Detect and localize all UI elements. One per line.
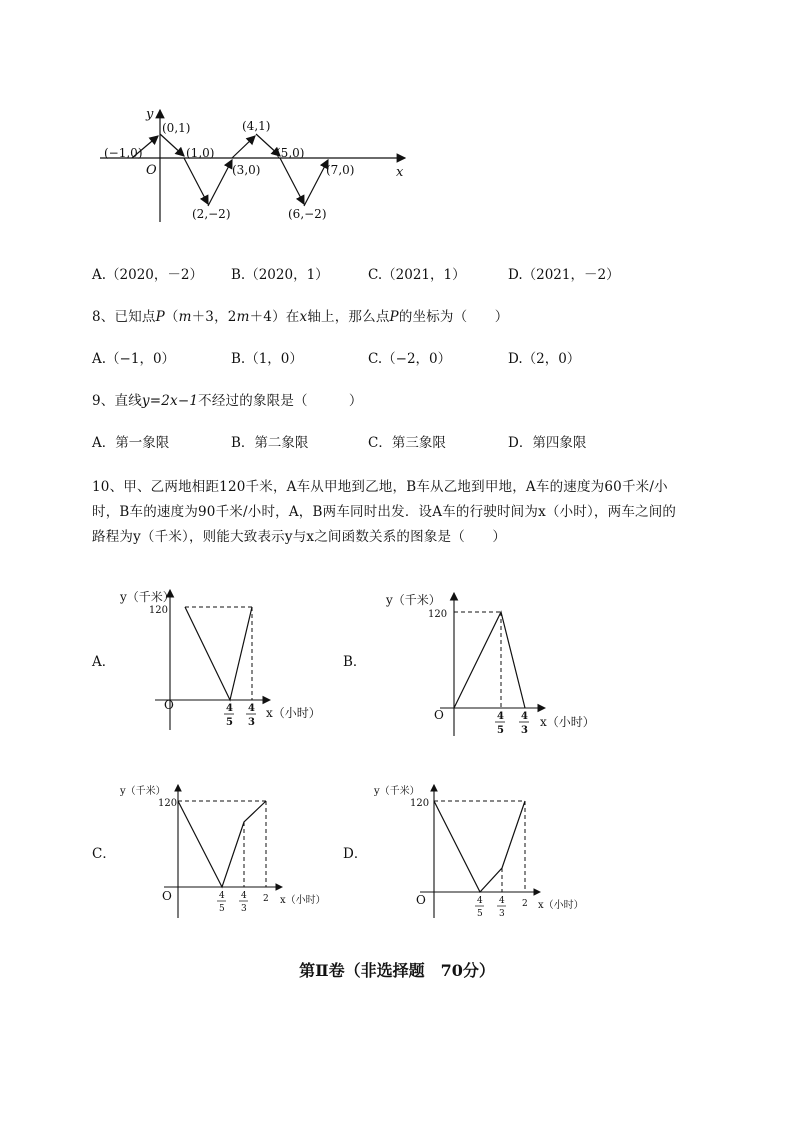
graph-label-c: C． xyxy=(92,846,116,862)
svg-text:y（千米）: y（千米） xyxy=(386,593,441,607)
svg-text:2: 2 xyxy=(263,894,269,904)
graph-b xyxy=(380,588,610,740)
point-label: (5,0) xyxy=(276,146,305,160)
q8-option-b: B.（1，0） xyxy=(231,351,303,367)
graph-d xyxy=(370,780,590,920)
graph-a xyxy=(110,585,330,735)
svg-text:4: 4 xyxy=(497,711,504,722)
svg-text:4: 4 xyxy=(248,703,255,714)
origin-label: O xyxy=(146,163,157,178)
svg-text:4: 4 xyxy=(241,891,247,901)
svg-text:O: O xyxy=(164,698,174,712)
svg-text:5: 5 xyxy=(497,725,504,736)
svg-text:3: 3 xyxy=(521,725,528,736)
graph-label-a: A． xyxy=(92,654,116,670)
graph-label-b: B． xyxy=(343,654,367,670)
point-label: (2,−2) xyxy=(192,207,231,221)
q10-line-1: 10、甲、乙两地相距120千米，A车从甲地到乙地，B车从乙地到甲地，A车的速度为60千米/小 xyxy=(92,479,668,495)
graph-label-d: D． xyxy=(343,846,368,862)
svg-text:120: 120 xyxy=(148,605,168,616)
q10-line-2: 时，B车的速度为90千米/小时，A，B两车同时出发．设A车的行驶时间为x（小时），两车之间的 xyxy=(92,504,677,520)
svg-text:4: 4 xyxy=(521,711,528,722)
svg-text:y（千米）: y（千米） xyxy=(120,590,175,604)
q9-option-c: C．第三象限 xyxy=(368,435,446,451)
q8-option-d: D.（2，0） xyxy=(508,351,581,367)
svg-text:4: 4 xyxy=(477,896,483,906)
svg-text:120: 120 xyxy=(410,798,430,809)
q7-option-b: B.（2020，1） xyxy=(231,267,329,283)
svg-text:5: 5 xyxy=(477,909,483,919)
svg-text:4: 4 xyxy=(499,896,505,906)
point-label: (6,−2) xyxy=(288,207,327,221)
svg-text:3: 3 xyxy=(499,909,505,919)
point-label: (0,1) xyxy=(162,121,191,135)
point-label: (7,0) xyxy=(326,163,355,177)
zigzag-figure xyxy=(90,100,420,230)
q8-option-a: A.（−1，0） xyxy=(92,351,176,367)
q8-option-c: C.（−2，0） xyxy=(368,351,452,367)
point-label: (1,0) xyxy=(186,146,215,160)
q7-option-c: C.（2021，1） xyxy=(368,267,466,283)
svg-text:x（小时）: x（小时） xyxy=(280,895,326,906)
svg-text:5: 5 xyxy=(219,904,225,914)
svg-text:4: 4 xyxy=(226,703,233,714)
svg-text:3: 3 xyxy=(241,904,247,914)
svg-text:y（千米）: y（千米） xyxy=(374,786,420,797)
svg-text:3: 3 xyxy=(248,717,255,728)
q9-option-b: B．第二象限 xyxy=(231,435,309,451)
section-title: 第Ⅱ卷（非选择题 70分） xyxy=(299,961,495,980)
q8-question: 8、已知点P（m＋3，2m＋4）在x轴上，那么点P的坐标为（ ） xyxy=(92,309,509,325)
svg-text:4: 4 xyxy=(219,891,225,901)
svg-text:120: 120 xyxy=(428,609,448,620)
svg-text:O: O xyxy=(162,889,172,903)
x-axis-label: x xyxy=(396,165,404,180)
svg-text:2: 2 xyxy=(522,899,528,909)
q9-option-a: A．第一象限 xyxy=(92,435,170,451)
svg-text:O: O xyxy=(434,708,444,722)
svg-text:5: 5 xyxy=(226,717,233,728)
point-label: (−1,0) xyxy=(104,146,143,160)
svg-text:y（千米）: y（千米） xyxy=(120,786,166,797)
svg-text:O: O xyxy=(416,893,426,907)
graph-c xyxy=(112,780,332,920)
svg-text:x（小时）: x（小时） xyxy=(266,706,321,720)
q10-line-3: 路程为y（千米），则能大致表示y与x之间函数关系的图象是（ ） xyxy=(92,529,507,545)
point-label: (4,1) xyxy=(242,119,271,133)
q9-question: 9、直线y=2x−1不经过的象限是（ ） xyxy=(92,393,363,409)
q9-option-d: D．第四象限 xyxy=(508,435,587,451)
q7-option-d: D.（2021，－2） xyxy=(508,267,620,283)
svg-text:x（小时）: x（小时） xyxy=(540,715,595,729)
q7-option-a: A.（2020，－2） xyxy=(92,267,203,283)
svg-text:x（小时）: x（小时） xyxy=(538,900,584,911)
point-label: (3,0) xyxy=(232,163,261,177)
svg-text:120: 120 xyxy=(158,798,178,809)
y-axis-label: y xyxy=(146,107,154,122)
